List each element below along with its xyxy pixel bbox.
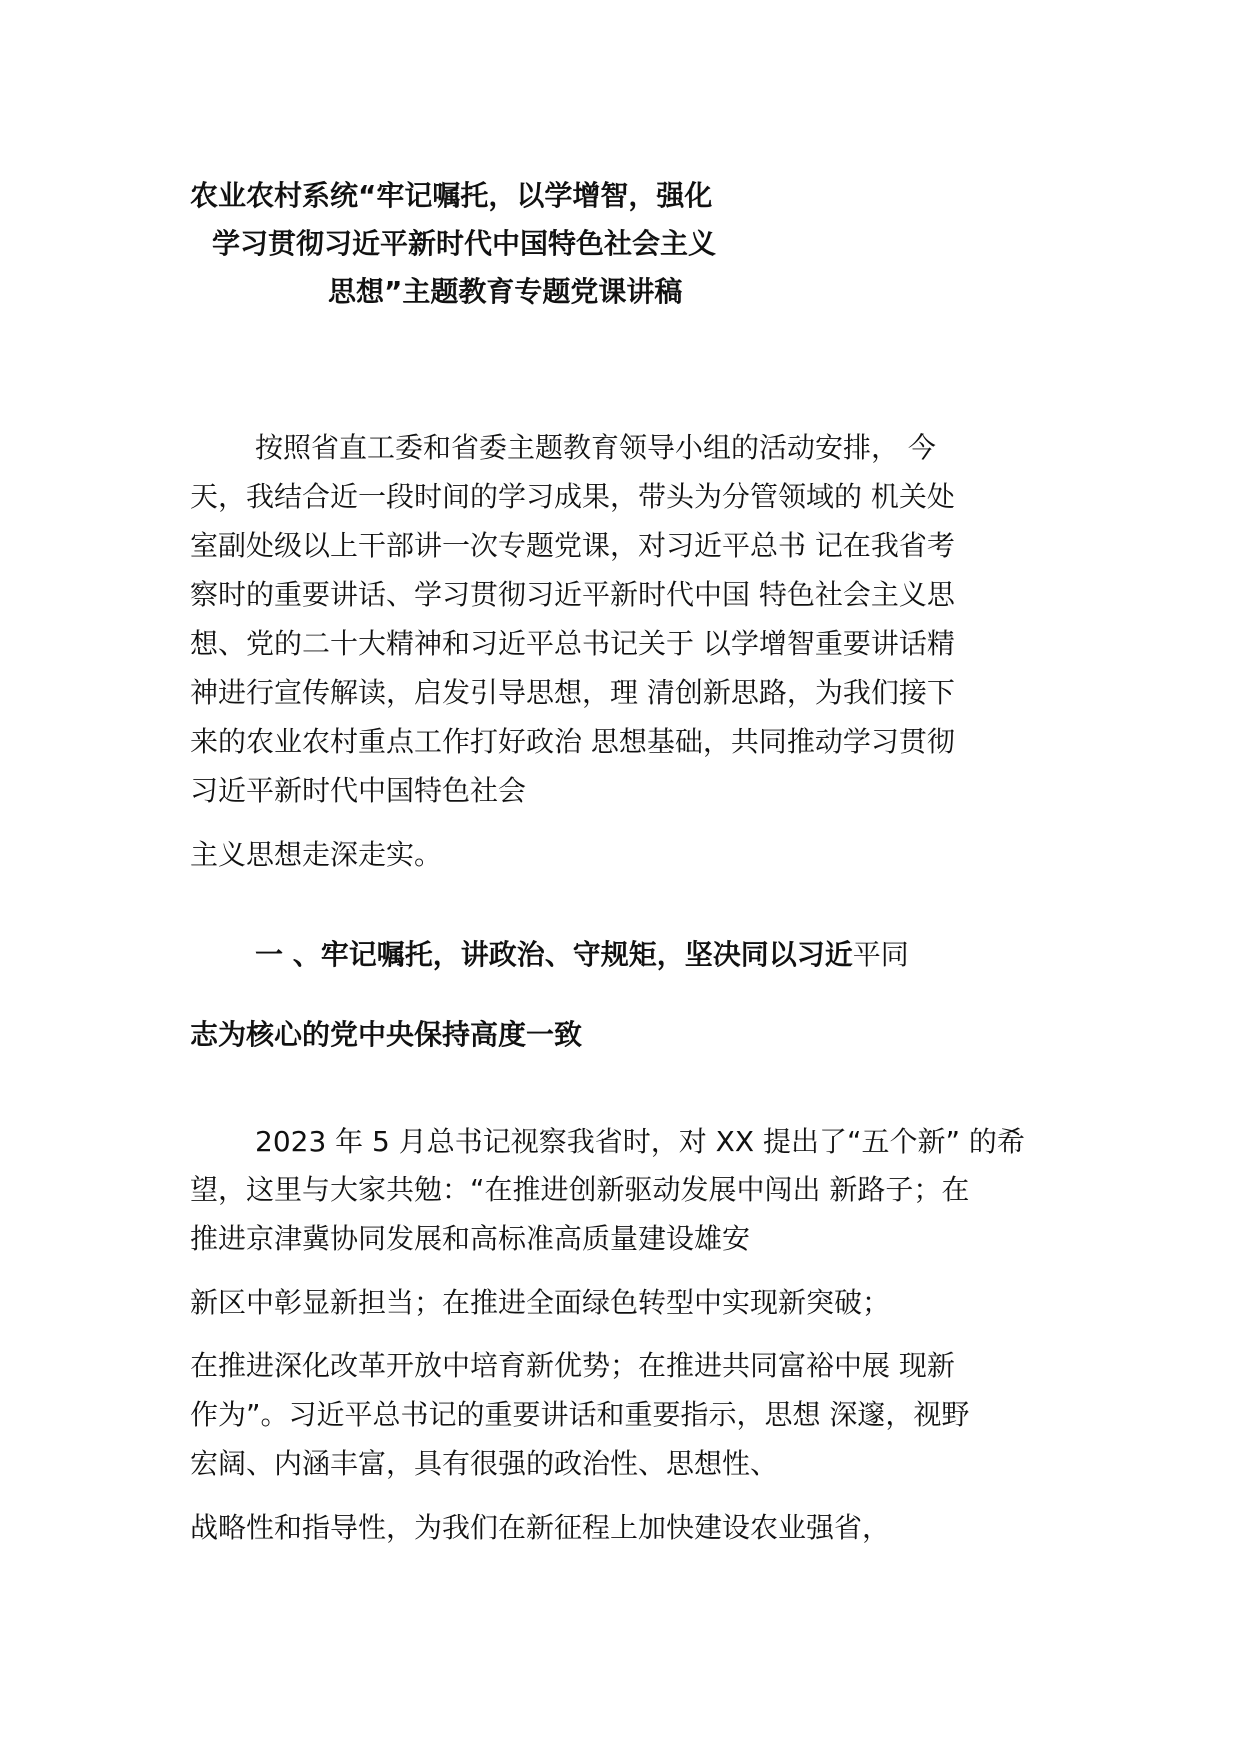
paragraph-line: 主义思想走深走实。 [190, 838, 443, 871]
paragraph-line: 天，我结合近一段时间的学习成果，带头为分管领域的 机关处 [190, 480, 955, 513]
paragraph-line: 2023 年 5 月总书记视察我省时，对 XX 提出了“五个新” 的希 [255, 1125, 1025, 1158]
paragraph-line: 望，这里与大家共勉：“在推进创新驱动发展中闯出 新路子；在 [190, 1173, 970, 1206]
paragraph-line: 在推进深化改革开放中培育新优势；在推进共同富裕中展 现新 [190, 1349, 955, 1382]
paragraph-line: 想、党的二十大精神和习近平总书记关于 以学增智重要讲话精 [190, 627, 955, 660]
paragraph-line: 习近平新时代中国特色社会 [190, 774, 527, 807]
document-title-line-3: 思想”主题教育专题党课讲稿 [328, 275, 683, 308]
paragraph-line: 来的农业农村重点工作打好政治 思想基础，共同推动学习贯彻 [190, 725, 955, 758]
document-title-line-2: 学习贯彻习近平新时代中国特色社会主义 [212, 227, 717, 260]
paragraph-line: 宏阔、内涵丰富，具有很强的政治性、思想性、 [190, 1447, 779, 1480]
section-heading-line-1 [255, 935, 909, 975]
document-title-line-1: 农业农村系统“牢记嘱托，以学增智，强化 [190, 179, 713, 212]
section-heading-bold: 一 、牢记嘱托，讲政治、守规矩，坚决同以习近 [255, 938, 853, 971]
section-heading-light: 平同 [852, 938, 909, 971]
paragraph-line: 察时的重要讲话、学习贯彻习近平新时代中国 特色社会主义思 [190, 578, 955, 611]
paragraph-line: 室副处级以上干部讲一次专题党课，对习近平总书 记在我省考 [190, 529, 955, 562]
paragraph-line: 推进京津冀协同发展和高标准高质量建设雄安 [190, 1222, 751, 1255]
paragraph-line: 按照省直工委和省委主题教育领导小组的活动安排， 今 [255, 431, 936, 464]
paragraph-line: 作为”。习近平总书记的重要讲话和重要指示，思想 深邃，视野 [190, 1398, 970, 1431]
paragraph-line: 战略性和指导性，为我们在新征程上加快建设农业强省， [190, 1511, 891, 1544]
section-heading-line-2: 志为核心的党中央保持高度一致 [190, 1018, 583, 1051]
paragraph-line: 新区中彰显新担当；在推进全面绿色转型中实现新突破； [190, 1286, 891, 1319]
paragraph-line: 神进行宣传解读，启发引导思想，理 清创新思路，为我们接下 [190, 676, 955, 709]
